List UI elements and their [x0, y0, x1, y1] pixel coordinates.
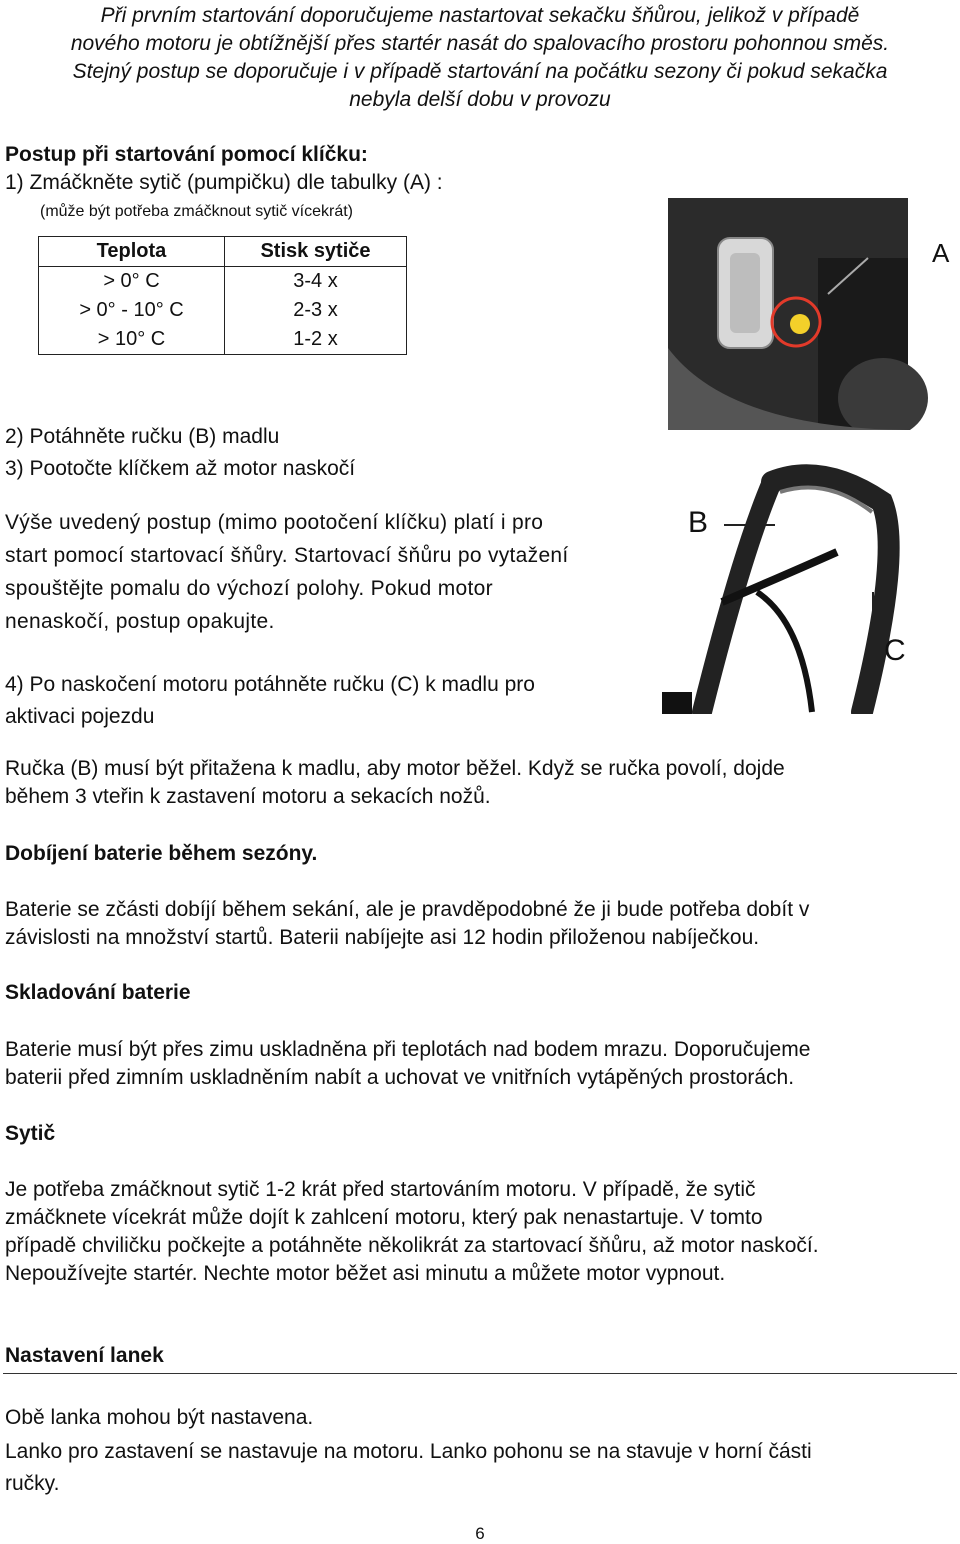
choke-line: Je potřeba zmáčknout sytič 1-2 krát před startováním motoru. V případě, že sytič — [5, 1178, 756, 1201]
choke-heading: Sytič — [5, 1122, 56, 1145]
figure-choke-photo — [668, 198, 958, 430]
choke-line: případě chviličku počkejte a potáhněte několikrát za startovací šňůru, až motor naskočí. — [5, 1234, 819, 1257]
intro-line: Stejný postup se doporučuje i v případě startování na počátku sezony či pokud sekačka — [72, 60, 888, 83]
step-4 — [5, 669, 535, 733]
cables-line-1: Obě lanka mohou být nastavena. — [5, 1406, 314, 1429]
intro-line: nebyla delší dobu v provozu — [349, 88, 611, 111]
choke-table — [38, 236, 407, 355]
table-cell: > 0° - 10° C — [39, 296, 225, 325]
note-line: nenaskočí, postup opakujte. — [5, 610, 275, 633]
battery-store-line: baterii před zimním uskladněním nabít a uchovat ve vnitřních vytápěných prostorách. — [5, 1066, 795, 1089]
figure-label-b: B — [688, 506, 709, 539]
handle-line: Ručka (B) musí být přitažena k madlu, aby motor běžel. Když se ručka povolí, dojde — [5, 757, 785, 780]
start-procedure-heading: Postup při startování pomocí klíčku: — [5, 143, 368, 166]
handle-illustration — [662, 462, 960, 714]
page-number: 6 — [475, 1524, 485, 1543]
cables-line: ručky. — [5, 1472, 60, 1495]
handle-paragraph — [5, 755, 785, 811]
note-line: start pomocí startovací šňůry. Startovací šňůru po vytažení — [5, 544, 569, 567]
figure-label-c: C — [884, 634, 906, 667]
step-2: 2) Potáhněte ručku (B) madlu — [5, 425, 280, 448]
step-1: 1) Zmáčkněte sytič (pumpičku) dle tabulky (A) : — [5, 171, 443, 194]
intro-line: Při prvním startování doporučujeme nastartovat sekačku šňůrou, jelikož v případě — [100, 4, 860, 27]
step-1-note: (může být potřeba zmáčknout sytič vícekrát) — [40, 203, 353, 220]
battery-charge-paragraph — [5, 896, 809, 952]
battery-charge-heading: Dobíjení baterie během sezóny. — [5, 842, 318, 865]
cables-heading: Nastavení lanek — [5, 1344, 164, 1367]
battery-charge-line: závislosti na množství startů. Baterii nabíjejte asi 12 hodin přiloženou nabíječkou. — [5, 926, 760, 949]
cables-paragraph — [5, 1436, 812, 1500]
battery-store-heading: Skladování baterie — [5, 981, 191, 1004]
section-divider — [3, 1373, 957, 1374]
battery-store-paragraph — [5, 1036, 810, 1092]
battery-store-line: Baterie musí být přes zimu uskladněna při teplotách nad bodem mrazu. Doporučujeme — [5, 1038, 811, 1061]
table-cell: > 10° C — [39, 325, 225, 355]
cables-line: Lanko pro zastavení se nastavuje na motoru. Lanko pohonu se na stavuje v horní části — [5, 1440, 812, 1463]
table-header-presses: Stisk sytiče — [225, 237, 407, 267]
table-cell: 1-2 x — [225, 325, 407, 355]
battery-charge-line: Baterie se zčásti dobíjí během sekání, ale je pravděpodobné že ji bude potřeba dobít v — [5, 898, 810, 921]
figure-handle-drawing — [662, 462, 960, 714]
figure-label-a: A — [932, 238, 950, 268]
note-line: Výše uvedený postup (mimo pootočení klíčku) platí i pro — [5, 511, 544, 534]
table-cell: 2-3 x — [225, 296, 407, 325]
choke-paragraph — [5, 1176, 819, 1288]
intro-paragraph — [0, 2, 960, 114]
table-cell: > 0° C — [39, 267, 225, 297]
note-line: spouštějte pomalu do výchozí polohy. Pokud motor — [5, 577, 493, 600]
step-4-line: aktivaci pojezdu — [5, 705, 155, 728]
step-4-line: 4) Po naskočení motoru potáhněte ručku (C) k madlu pro — [5, 673, 535, 696]
step-3: 3) Pootočte klíčkem až motor naskočí — [5, 457, 356, 480]
intro-line: nového motoru je obtížnější přes startér nasát do spalovacího prostoru pohonnou směs. — [70, 32, 890, 55]
table-cell: 3-4 x — [225, 267, 407, 297]
table-header-temperature: Teplota — [39, 237, 225, 267]
choke-line: Nepoužívejte startér. Nechte motor běžet asi minutu a můžete motor vypnout. — [5, 1262, 726, 1285]
note-paragraph — [5, 506, 569, 638]
choke-line: zmáčknete vícekrát může dojít k zahlcení motoru, který pak nenastartuje. V tomto — [5, 1206, 763, 1229]
handle-line: během 3 vteřin k zastavení motoru a sekacích nožů. — [5, 785, 491, 808]
choke-photo-illustration — [668, 198, 958, 430]
